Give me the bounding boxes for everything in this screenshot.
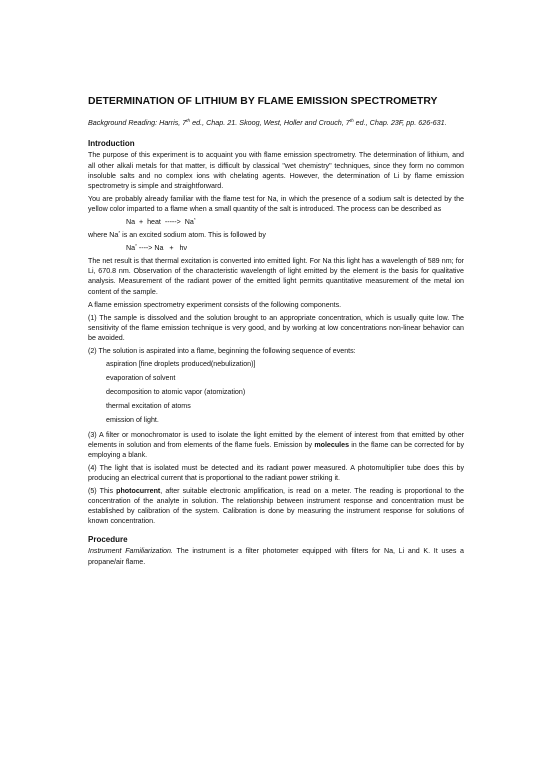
- event-item: emission of light.: [106, 416, 159, 425]
- step-5: [88, 486, 464, 526]
- background-reading: [88, 118, 464, 128]
- step-1: (1) The sample is dissolved and the solution brought to an appropriate concentration, which is usually quite low. The sensitivity of the flame emission technique is very good, and by working at low concentrations non-linear behavior can be avoided.: [88, 313, 464, 342]
- superscript: *: [135, 243, 137, 249]
- event-item: aspiration [fine droplets produced(nebulization)]: [106, 360, 256, 369]
- procedure-paragraph: [88, 546, 464, 566]
- bold-term: photocurrent: [116, 487, 161, 496]
- superscript: th: [186, 118, 191, 123]
- equation-excitation: [88, 217, 464, 227]
- step-3: [88, 430, 464, 460]
- background-reading-text: Background Reading: Harris, 7: [88, 118, 187, 127]
- equation-text: Na: [126, 244, 136, 253]
- procedure-heading: Procedure: [88, 535, 128, 545]
- event-item: thermal excitation of atoms: [106, 402, 191, 411]
- superscript: *: [193, 216, 196, 222]
- step-text: , after suitable electronic amplification, is read on a meter. The reading is proportional to the concentration of the analyte in solution. The relationship between instrument response and concentration must be established by calibration of the system. Calibration is done by measuring the instrument response for solutions of known concentration.: [88, 487, 464, 526]
- where-line: [88, 230, 464, 240]
- step-text: in the flame can be corrected for by employing a blank.: [88, 440, 465, 459]
- where-text: where Na: [88, 231, 119, 240]
- background-reading-text: ed., Chap. 21. Skoog, West, Holler and Crouch, 7: [190, 118, 350, 127]
- superscript: th: [349, 118, 354, 123]
- document-page: [88, 96, 464, 570]
- equation-emission: [88, 243, 464, 253]
- event-item: evaporation of solvent: [106, 374, 176, 383]
- equation-text: Na + heat -----> Na: [126, 217, 194, 226]
- procedure-subheading: Instrument Familiarization.: [88, 547, 173, 556]
- document-title: DETERMINATION OF LITHIUM BY FLAME EMISSION SPECTROMETRY: [88, 96, 438, 107]
- step-text: (3) A filter or monochromator is used to isolate the light emitted by the element of interest from that emitted by other elements in solution and from elements of the flame fuels. Emission by: [88, 430, 464, 449]
- where-text: is an excited sodium atom. This is followed by: [120, 231, 266, 240]
- components-paragraph: A flame emission spectrometry experiment consists of the following components.: [88, 300, 342, 309]
- net-result-paragraph: The net result is that thermal excitation is converted into emitted light. For Na this light has a wavelength of 589 nm; for Li, 670.8 nm. Observation of the characteristic wavelength of light emitted by the element is the basis for qualitative analysis. Measurement of the radiant power of the emitted light permits quantitative measurement of the metal ion content of the sample.: [88, 257, 464, 296]
- bold-term: molecules: [314, 440, 350, 449]
- procedure-text: The instrument is a filter photometer equipped with filters for Na, Li and K. It uses a propane/air flame.: [88, 547, 464, 566]
- equation-text: ----> Na + hν: [136, 244, 187, 253]
- introduction-heading: Introduction: [88, 139, 135, 149]
- step-text: (5) This: [88, 487, 117, 496]
- event-item: decomposition to atomic vapor (atomization): [106, 388, 246, 397]
- superscript: *: [118, 230, 121, 236]
- step-4: (4) The light that is isolated must be detected and its radiant power measured. A photomultiplier tube does this by producing an electrical current that is proportional to the radiant power striking it.: [88, 463, 464, 482]
- intro-paragraph: The purpose of this experiment is to acquaint you with flame emission spectrometry. The determination of lithium, and all other alkali metals for that matter, is difficult by classical "wet chemistry" techniques, since they form no common insoluble salts and no complex ions with chelating agents. However, the determination of Li by flame emission spectrometry is simple and straightforward.: [88, 151, 464, 190]
- step-2: (2) The solution is aspirated into a flame, beginning the following sequence of events:: [88, 347, 356, 355]
- flame-test-paragraph: You are probably already familiar with the flame test for Na, in which the presence of a sodium salt is detected by the yellow color imparted to a flame when a small quantity of the salt is introduced. The process can be described as: [88, 194, 464, 213]
- background-reading-text: ed., Chap. 23F, pp. 626-631.: [353, 118, 447, 127]
